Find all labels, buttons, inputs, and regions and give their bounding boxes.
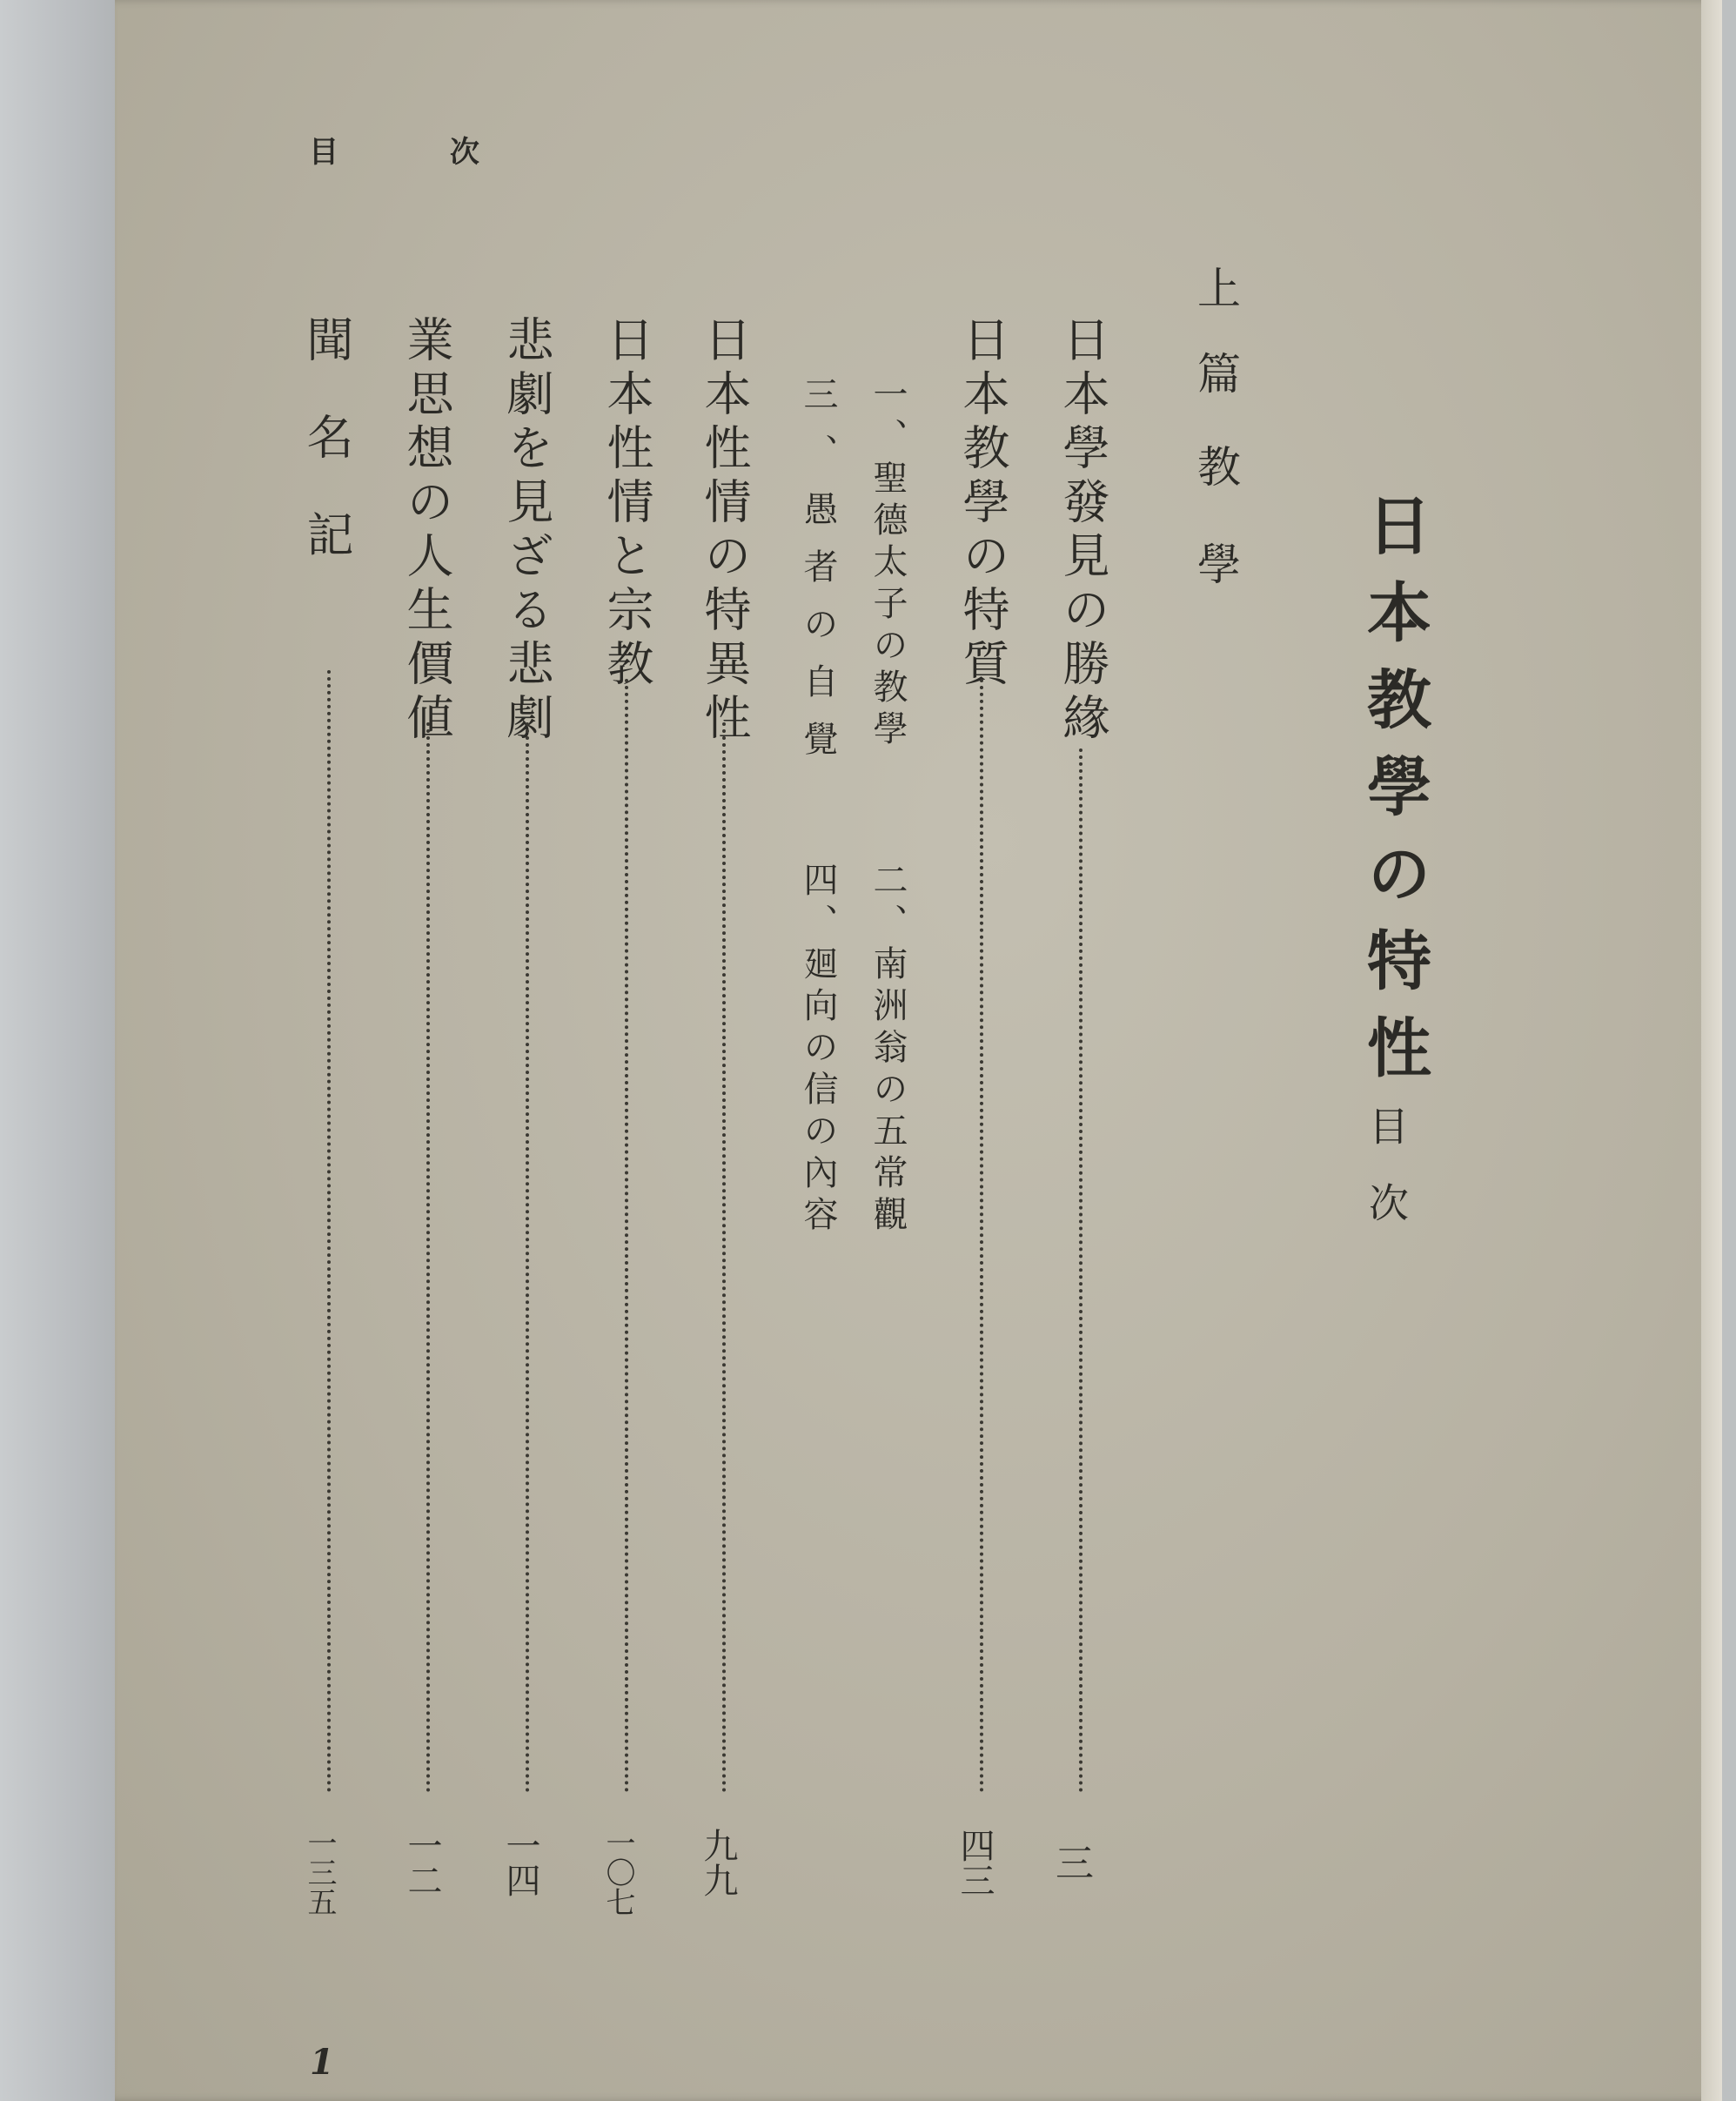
book-title: 日本教學の特性: [1357, 492, 1431, 1101]
dot-leader: [980, 679, 983, 1793]
toc-entry-title: 日本性情と宗教: [600, 315, 654, 693]
part-label: 上篇: [1190, 265, 1241, 436]
running-header: 目 次: [309, 135, 530, 170]
toc-entry-page: 一三五: [302, 1828, 337, 1916]
toc-entry-page: 四三: [955, 1828, 995, 1897]
toc-entry-title: 日本教學の特質: [955, 315, 1010, 693]
toc-entry-title: 聞名記: [299, 315, 354, 607]
page-edge: [1701, 0, 1722, 2101]
toc-entry-page: 一四: [500, 1828, 540, 1897]
subsection-4: 四、廻向の信の內容: [798, 862, 838, 1238]
dot-leader: [625, 679, 628, 1793]
toc-entry-page: 九九: [698, 1828, 738, 1897]
page-number: 1: [310, 2042, 334, 2083]
toc-entry-title: 業思想の人生價値: [399, 315, 454, 747]
dot-leader: [327, 670, 331, 1793]
dot-leader: [526, 722, 529, 1793]
dot-leader: [1079, 748, 1082, 1793]
toc-entry-title: 悲劇を見ざる悲劇: [499, 315, 554, 747]
dot-leader: [722, 722, 726, 1793]
book-page: [115, 0, 1716, 2101]
subsection-3: 三、愚者の自覺: [798, 376, 838, 778]
subsection-2: 二、南洲翁の五常觀: [868, 862, 908, 1238]
toc-entry-page: 一二: [402, 1828, 442, 1897]
dot-leader: [426, 722, 430, 1793]
subsection-1: 一、聖德太子の教學: [868, 376, 908, 752]
toc-entry-title: 日本學發見の勝緣: [1056, 315, 1110, 747]
toc-entry-page: 三: [1056, 1842, 1094, 1886]
toc-label: 目次: [1363, 1105, 1410, 1259]
toc-entry-title: 日本性情の特異性: [697, 315, 752, 747]
background-left: [0, 0, 131, 2101]
toc-entry-page: 一〇七: [600, 1828, 635, 1916]
part-title: 教學: [1190, 444, 1241, 639]
